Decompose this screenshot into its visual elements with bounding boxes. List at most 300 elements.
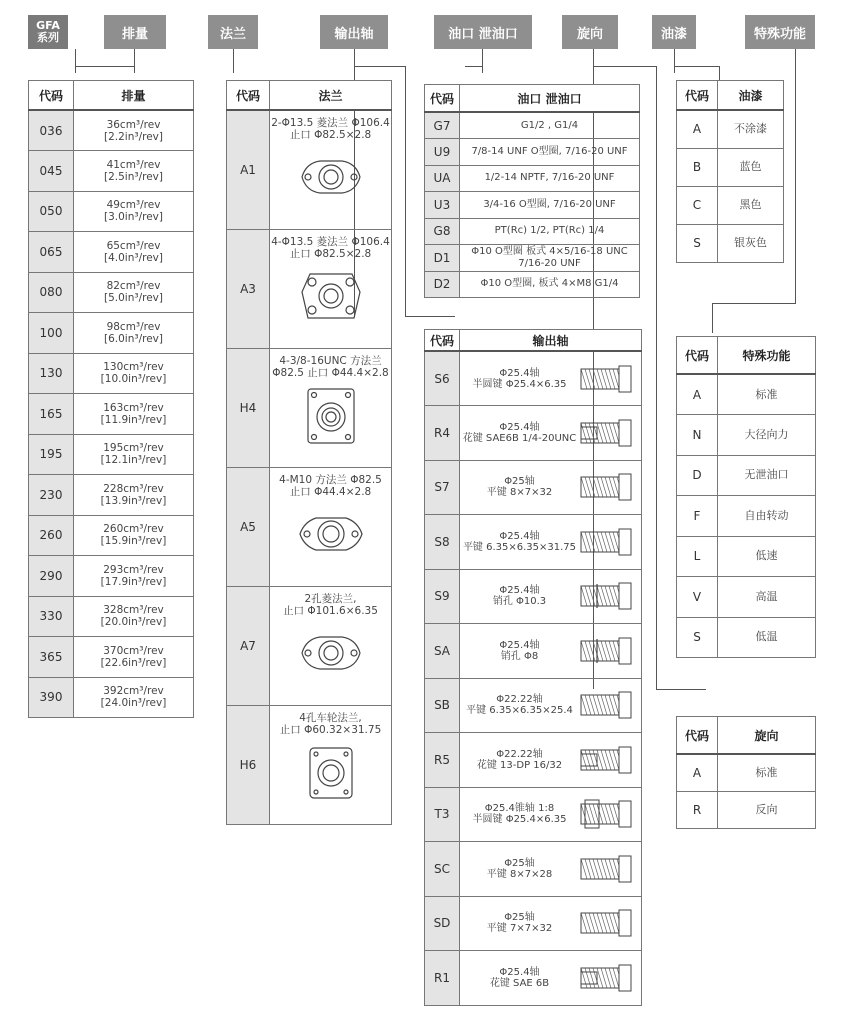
displacement-metric: 228cm³/rev (103, 482, 164, 495)
flange-spec-line1: 2孔菱法兰, (304, 592, 357, 605)
row-code: SC (425, 842, 460, 897)
row-displacement (74, 556, 194, 597)
col-code: 代码 (677, 337, 718, 375)
table-row (425, 787, 642, 842)
shaft-cell-content (460, 580, 641, 612)
displacement-imperial: [5.0in³/rev] (104, 292, 163, 305)
paint-table (676, 80, 784, 263)
displacement-metric: 163cm³/rev (103, 401, 164, 414)
row-flange (270, 705, 392, 824)
displacement-imperial: [12.1in³/rev] (100, 454, 167, 467)
row-code: H4 (227, 348, 270, 467)
row-name: 自由转动 (718, 496, 816, 537)
ports-table (424, 84, 640, 298)
table-row (425, 896, 642, 951)
table-row (29, 596, 194, 637)
table-row (677, 754, 816, 791)
row-code: A (677, 110, 718, 148)
shaft-spec-line2: 花键 SAE6B 1/4-20UNC (462, 432, 577, 444)
shaft-drawing (577, 471, 635, 503)
row-code: 390 (29, 677, 74, 718)
ports-spec-line1: G1/2 , G1/4 (520, 119, 579, 131)
shaft-spec (462, 585, 577, 607)
row-ports (460, 139, 640, 166)
shaft-spec-line1: Φ25.4轴 (499, 421, 540, 433)
table-header-row (29, 81, 194, 111)
row-code: R4 (425, 406, 460, 461)
table-row (29, 151, 194, 192)
row-shaft (460, 787, 642, 842)
row-name: 反向 (718, 791, 816, 828)
row-name: 蓝色 (718, 148, 784, 186)
table-row (677, 224, 784, 262)
special-header: 特殊功能 (745, 15, 815, 49)
table-row (29, 272, 194, 313)
shaft-spec (462, 694, 577, 716)
shaft-cell-content (460, 635, 641, 667)
row-displacement (74, 475, 194, 516)
row-shaft (460, 460, 642, 515)
row-code: S8 (425, 515, 460, 570)
table-row (425, 951, 642, 1006)
row-code: F (677, 496, 718, 537)
shaft-spec-line2: 销孔 Φ8 (500, 650, 539, 662)
shaft-spec (462, 967, 577, 989)
shaft-spec-line1: Φ25轴 (504, 912, 535, 924)
row-code: S6 (425, 351, 460, 406)
shaft-drawing (577, 853, 635, 885)
paint-header: 油漆 (652, 15, 696, 49)
row-name: 低速 (718, 536, 816, 577)
rotation-table (676, 716, 816, 829)
shaft-spec-line1: Φ22.22轴 (496, 694, 543, 706)
table-row (425, 842, 642, 897)
ports-spec-line2: 7/16-20 UNF (518, 257, 581, 269)
connector-shaft-v (405, 66, 406, 316)
row-displacement (74, 596, 194, 637)
shaft-cell-content (460, 417, 641, 449)
table-row (677, 186, 784, 224)
displacement-imperial: [11.9in³/rev] (100, 413, 167, 426)
table-row (227, 110, 392, 229)
connector-flange (233, 49, 234, 73)
displacement-metric: 392cm³/rev (103, 685, 164, 698)
row-code: 260 (29, 515, 74, 556)
col-code: 代码 (677, 717, 718, 755)
row-code: B (677, 148, 718, 186)
table-row (29, 515, 194, 556)
table-row (425, 351, 642, 406)
shaft-drawing (577, 798, 635, 830)
row-name: 黑色 (718, 186, 784, 224)
row-flange (270, 348, 392, 467)
connector-displacement (75, 49, 135, 73)
displacement-metric: 370cm³/rev (103, 644, 164, 657)
row-name: 无泄油口 (718, 455, 816, 496)
shaft-cell-content (460, 471, 641, 503)
displacement-imperial: [2.2in³/rev] (104, 130, 163, 143)
table-row (29, 677, 194, 718)
flange-drawing (270, 264, 391, 328)
table-header-row (677, 81, 784, 111)
row-code: D2 (425, 271, 460, 298)
shaft-spec-line1: Φ22.22轴 (496, 748, 543, 760)
connector-shaft-h1 (354, 66, 406, 67)
row-flange (270, 229, 392, 348)
connector-special-h (712, 303, 796, 304)
row-code: S (677, 617, 718, 658)
shaft-cell-content (460, 689, 641, 721)
row-name: 高温 (718, 577, 816, 618)
flange-spec-line1: 2-Φ13.5 菱法兰 Φ106.4 (271, 117, 390, 129)
flange-spec-line2: Φ82.5 止口 Φ44.4×2.8 (272, 366, 389, 379)
table-header-row (677, 717, 816, 755)
flange-spec-line1: 4-M10 方法兰 Φ82.5 (279, 473, 382, 486)
flange-spec-line1: 4-3/8-16UNC 方法兰 (279, 354, 382, 367)
connector-rotation-h2 (656, 689, 706, 690)
table-row (677, 374, 816, 415)
connector-paint-h (674, 66, 720, 67)
flange-spec-line2: 止口 Φ82.5×2.8 (289, 247, 372, 260)
displacement-imperial: [2.5in³/rev] (104, 170, 163, 183)
row-displacement (74, 434, 194, 475)
series-header-line2: 系列 (37, 31, 59, 44)
table-row (425, 192, 640, 219)
displacement-metric: 260cm³/rev (103, 523, 164, 536)
row-name: 银灰色 (718, 224, 784, 262)
table-row (677, 617, 816, 658)
shaft-spec (462, 803, 577, 825)
shaft-cell-content (460, 962, 641, 994)
row-displacement (74, 677, 194, 718)
displacement-metric: 82cm³/rev (106, 280, 161, 293)
connector-special (795, 49, 796, 304)
row-code: SD (425, 896, 460, 951)
row-code: G8 (425, 218, 460, 245)
displacement-metric: 65cm³/rev (106, 239, 161, 252)
row-displacement (74, 394, 194, 435)
flange-drawing (270, 145, 391, 209)
col-code: 代码 (425, 330, 460, 352)
row-code: 230 (29, 475, 74, 516)
shaft-spec-line2: 平键 8×7×32 (486, 487, 553, 499)
col-special: 特殊功能 (718, 337, 816, 375)
connector-rotation-v (656, 66, 657, 690)
row-code: U9 (425, 139, 460, 166)
ports-spec-line1: 7/8-14 UNF O型圈, 7/16-20 UNF (471, 145, 628, 157)
row-flange (270, 586, 392, 705)
table-row (29, 434, 194, 475)
col-code: 代码 (29, 81, 74, 111)
col-rotation: 旋向 (718, 717, 816, 755)
row-code: R1 (425, 951, 460, 1006)
displacement-metric: 130cm³/rev (103, 361, 164, 374)
shaft-header: 输出轴 (320, 15, 388, 49)
displacement-metric: 36cm³/rev (106, 118, 161, 131)
shaft-spec-line2: 平键 6.35×6.35×31.75 (462, 541, 577, 553)
table-row (425, 569, 642, 624)
table-row (29, 353, 194, 394)
col-code: 代码 (227, 81, 270, 111)
connector-displacement-h (75, 66, 135, 67)
rotation-header: 旋向 (562, 15, 618, 49)
shaft-spec (462, 640, 577, 662)
table-row (29, 556, 194, 597)
col-ports: 油口 泄油口 (460, 85, 640, 113)
displacement-header: 排量 (104, 15, 166, 49)
row-shaft (460, 951, 642, 1006)
displacement-metric: 41cm³/rev (106, 158, 161, 171)
row-ports (460, 192, 640, 219)
table-row (677, 148, 784, 186)
row-code: 045 (29, 151, 74, 192)
table-row (425, 515, 642, 570)
displacement-imperial: [4.0in³/rev] (104, 251, 163, 264)
shaft-drawing (577, 689, 635, 721)
shaft-spec-line2: 平键 8×7×28 (486, 868, 553, 880)
displacement-imperial: [24.0in³/rev] (100, 697, 167, 710)
row-code: G7 (425, 112, 460, 139)
row-displacement (74, 151, 194, 192)
row-shaft (460, 842, 642, 897)
col-displacement: 排量 (74, 81, 194, 111)
row-code: D1 (425, 245, 460, 272)
row-displacement (74, 191, 194, 232)
row-code: C (677, 186, 718, 224)
table-row (425, 271, 640, 298)
flange-drawing (270, 502, 391, 566)
flange-table (226, 80, 392, 825)
row-code: V (677, 577, 718, 618)
table-row (227, 348, 392, 467)
displacement-metric: 195cm³/rev (103, 442, 164, 455)
row-code: 050 (29, 191, 74, 232)
shaft-spec (462, 422, 577, 444)
shaft-spec-line1: Φ25.4轴 (499, 585, 540, 597)
row-code: T3 (425, 787, 460, 842)
row-name: 不涂漆 (718, 110, 784, 148)
table-row (677, 110, 784, 148)
row-ports (460, 165, 640, 192)
row-displacement (74, 637, 194, 678)
table-header-row (677, 337, 816, 375)
displacement-imperial: [3.0in³/rev] (104, 211, 163, 224)
ports-spec-line1: 3/4-16 O型圈, 7/16-20 UNF (483, 198, 616, 210)
row-flange (270, 110, 392, 229)
row-shaft (460, 733, 642, 788)
shaft-spec-line1: Φ25轴 (504, 476, 535, 488)
shaft-spec-line2: 半圆键 Φ25.4×6.35 (472, 814, 567, 826)
row-code: S9 (425, 569, 460, 624)
flange-spec-line1: 4孔车轮法兰, (299, 711, 362, 724)
row-shaft (460, 351, 642, 406)
table-header-row (425, 330, 642, 352)
flange-drawing (270, 383, 391, 447)
row-code: A7 (227, 586, 270, 705)
shaft-spec-line1: Φ25.4轴 (499, 966, 540, 978)
row-code: 195 (29, 434, 74, 475)
shaft-cell-content (460, 853, 641, 885)
shaft-spec (462, 858, 577, 880)
table-row (227, 467, 392, 586)
row-code: 130 (29, 353, 74, 394)
row-displacement (74, 232, 194, 273)
shaft-spec (462, 749, 577, 771)
shaft-drawing (577, 417, 635, 449)
row-code: 365 (29, 637, 74, 678)
row-code: A (677, 754, 718, 791)
row-code: R5 (425, 733, 460, 788)
shaft-spec-line1: Φ25.4锥轴 1:8 (484, 803, 555, 815)
row-code: 290 (29, 556, 74, 597)
ports-spec-line1: Φ10 O型圈, 板式 4×M8 G1/4 (480, 278, 619, 290)
connector-paint-v (719, 66, 720, 80)
row-shaft (460, 569, 642, 624)
table-row (29, 110, 194, 151)
shaft-table (424, 329, 642, 1006)
row-code: U3 (425, 192, 460, 219)
displacement-imperial: [10.0in³/rev] (100, 373, 167, 386)
row-code: S7 (425, 460, 460, 515)
table-row (677, 496, 816, 537)
row-code: SB (425, 678, 460, 733)
table-row (29, 191, 194, 232)
ports-header: 油口 泄油口 (434, 15, 532, 49)
shaft-drawing (577, 907, 635, 939)
shaft-drawing (577, 526, 635, 558)
row-code: L (677, 536, 718, 577)
series-header-line1: GFA (36, 19, 60, 32)
shaft-spec-line2: 花键 SAE 6B (489, 977, 550, 989)
displacement-imperial: [6.0in³/rev] (104, 332, 163, 345)
row-code: 080 (29, 272, 74, 313)
col-code: 代码 (677, 81, 718, 111)
row-code: SA (425, 624, 460, 679)
connector-paint (674, 49, 720, 73)
row-code: 165 (29, 394, 74, 435)
table-row (29, 313, 194, 354)
row-code: A5 (227, 467, 270, 586)
row-code: A3 (227, 229, 270, 348)
shaft-spec-line2: 花键 13-DP 16/32 (476, 759, 563, 771)
flange-spec-line2: 止口 Φ44.4×2.8 (289, 485, 372, 498)
displacement-imperial: [17.9in³/rev] (100, 575, 167, 588)
table-row (677, 536, 816, 577)
connector-ports-h (465, 66, 483, 67)
table-row (29, 637, 194, 678)
row-ports (460, 218, 640, 245)
col-paint: 油漆 (718, 81, 784, 111)
flange-spec-line2: 止口 Φ101.6×6.35 (283, 604, 378, 617)
row-shaft (460, 406, 642, 461)
flange-spec-line2: 止口 Φ60.32×31.75 (279, 723, 382, 736)
row-flange (270, 467, 392, 586)
row-name: 大径向力 (718, 415, 816, 456)
table-row (425, 218, 640, 245)
row-name: 标准 (718, 754, 816, 791)
series-header (28, 15, 68, 49)
shaft-cell-content (460, 744, 641, 776)
shaft-drawing (577, 744, 635, 776)
shaft-spec (462, 531, 577, 553)
row-shaft (460, 896, 642, 951)
shaft-spec-line1: Φ25轴 (504, 857, 535, 869)
shaft-spec-line2: 平键 7×7×32 (486, 923, 553, 935)
ports-spec-line1: PT(Rc) 1/2, PT(Rc) 1/4 (494, 225, 605, 237)
table-row (677, 577, 816, 618)
table-row (425, 460, 642, 515)
row-shaft (460, 515, 642, 570)
displacement-metric: 328cm³/rev (103, 604, 164, 617)
row-code: A1 (227, 110, 270, 229)
shaft-spec-line2: 半圆键 Φ25.4×6.35 (472, 378, 567, 390)
table-row (227, 586, 392, 705)
flange-spec-line1: 4-Φ13.5 菱法兰 Φ106.4 (271, 235, 390, 248)
shaft-cell-content (460, 798, 641, 830)
shaft-spec-line2: 平键 6.35×6.35×25.4 (466, 705, 573, 717)
row-code: UA (425, 165, 460, 192)
table-row (677, 415, 816, 456)
displacement-table (28, 80, 194, 718)
flange-spec-line2: 止口 Φ82.5×2.8 (289, 129, 372, 141)
shaft-drawing (577, 635, 635, 667)
col-flange: 法兰 (270, 81, 392, 111)
connector-rotation-h1 (593, 66, 657, 67)
row-shaft (460, 678, 642, 733)
shaft-drawing (577, 962, 635, 994)
row-ports (460, 271, 640, 298)
table-row (29, 475, 194, 516)
displacement-imperial: [15.9in³/rev] (100, 535, 167, 548)
table-row (227, 705, 392, 824)
ports-spec-line1: Φ10 O型圈 板式 4×5/16-18 UNC (471, 245, 628, 257)
table-row (425, 678, 642, 733)
table-row (425, 733, 642, 788)
displacement-imperial: [20.0in³/rev] (100, 616, 167, 629)
table-row (677, 455, 816, 496)
connector-ports (465, 49, 483, 73)
shaft-spec (462, 476, 577, 498)
row-code: 100 (29, 313, 74, 354)
row-displacement (74, 110, 194, 151)
flange-drawing (270, 740, 391, 804)
displacement-imperial: [22.6in³/rev] (100, 656, 167, 669)
row-ports (460, 112, 640, 139)
table-row (227, 229, 392, 348)
table-row (425, 406, 642, 461)
row-displacement (74, 272, 194, 313)
shaft-spec-line1: Φ25.4轴 (499, 367, 540, 379)
row-code: R (677, 791, 718, 828)
shaft-spec (462, 912, 577, 934)
table-row (425, 624, 642, 679)
row-code: A (677, 374, 718, 415)
table-row (29, 394, 194, 435)
row-shaft (460, 624, 642, 679)
col-shaft: 输出轴 (460, 330, 642, 352)
table-header-row (425, 85, 640, 113)
shaft-spec (462, 368, 577, 390)
row-code: 065 (29, 232, 74, 273)
table-header-row (227, 81, 392, 111)
row-displacement (74, 353, 194, 394)
special-table (676, 336, 816, 658)
table-row (425, 165, 640, 192)
displacement-metric: 98cm³/rev (106, 320, 161, 333)
row-name: 低温 (718, 617, 816, 658)
row-code: S (677, 224, 718, 262)
row-code: N (677, 415, 718, 456)
